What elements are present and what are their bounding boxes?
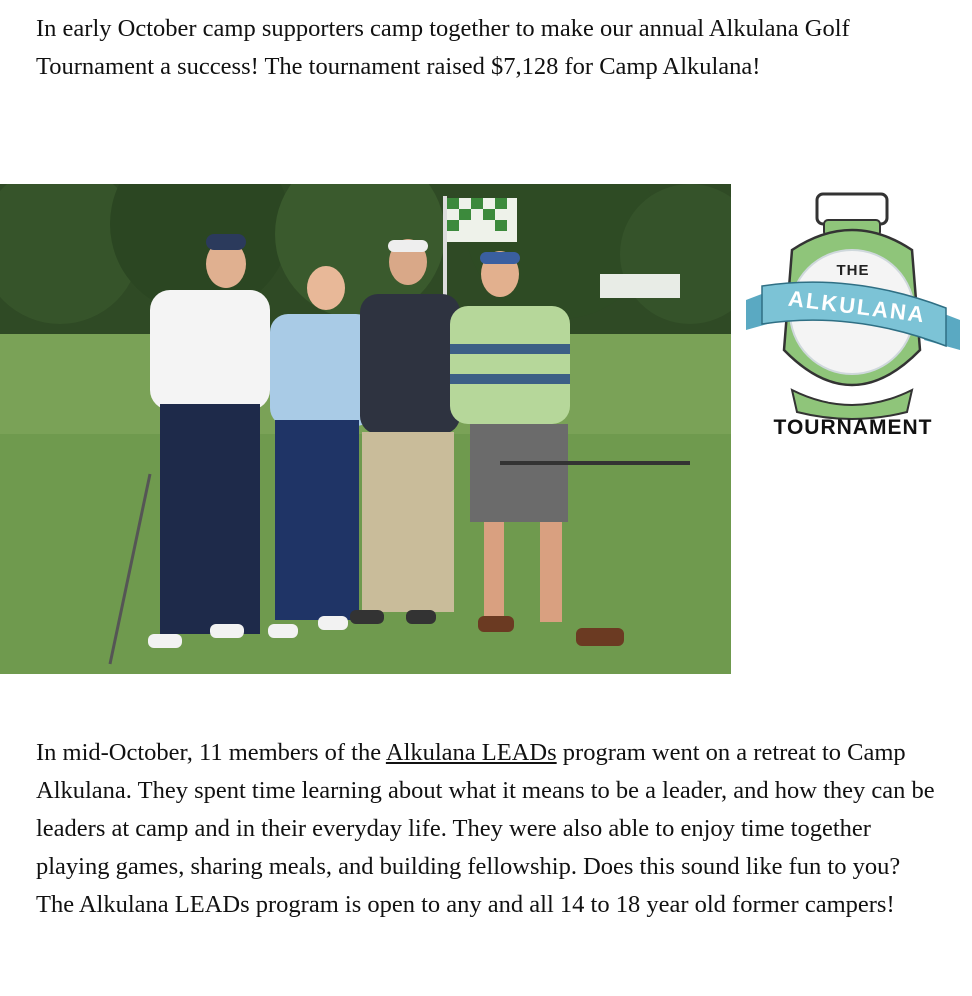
alkulana-leads-link[interactable]: Alkulana LEADs	[385, 739, 557, 766]
leads-text-before: In mid-October, 11 members of the	[36, 739, 386, 766]
leads-text-after: program went on a retreat to Camp Alkulana. They spent time learning about what it means to be a leader, and how they can be leaders at camp and in their everyday life. They were also able to enjoy time together playing games, sharing meals, and building fellowship. Does this sound like fun to you? The Alkulana LEADs program is open to any and all 14 to 18 year old former campers!	[36, 739, 935, 918]
logo-name-text: ALKULANA	[786, 285, 928, 328]
logo-golf-text: GOLF	[823, 386, 881, 407]
golf-team-photo	[0, 184, 731, 674]
logo-the-text: THE	[836, 262, 870, 279]
alkulana-golf-logo	[742, 190, 964, 440]
logo-tournament-text: TOURNAMENT	[773, 416, 933, 439]
leads-paragraph	[36, 734, 941, 924]
intro-paragraph: In early October camp supporters camp together to make our annual Alkulana Golf Tournament a success! The tournament raised $7,128 for Camp Alkulana!	[36, 15, 850, 80]
